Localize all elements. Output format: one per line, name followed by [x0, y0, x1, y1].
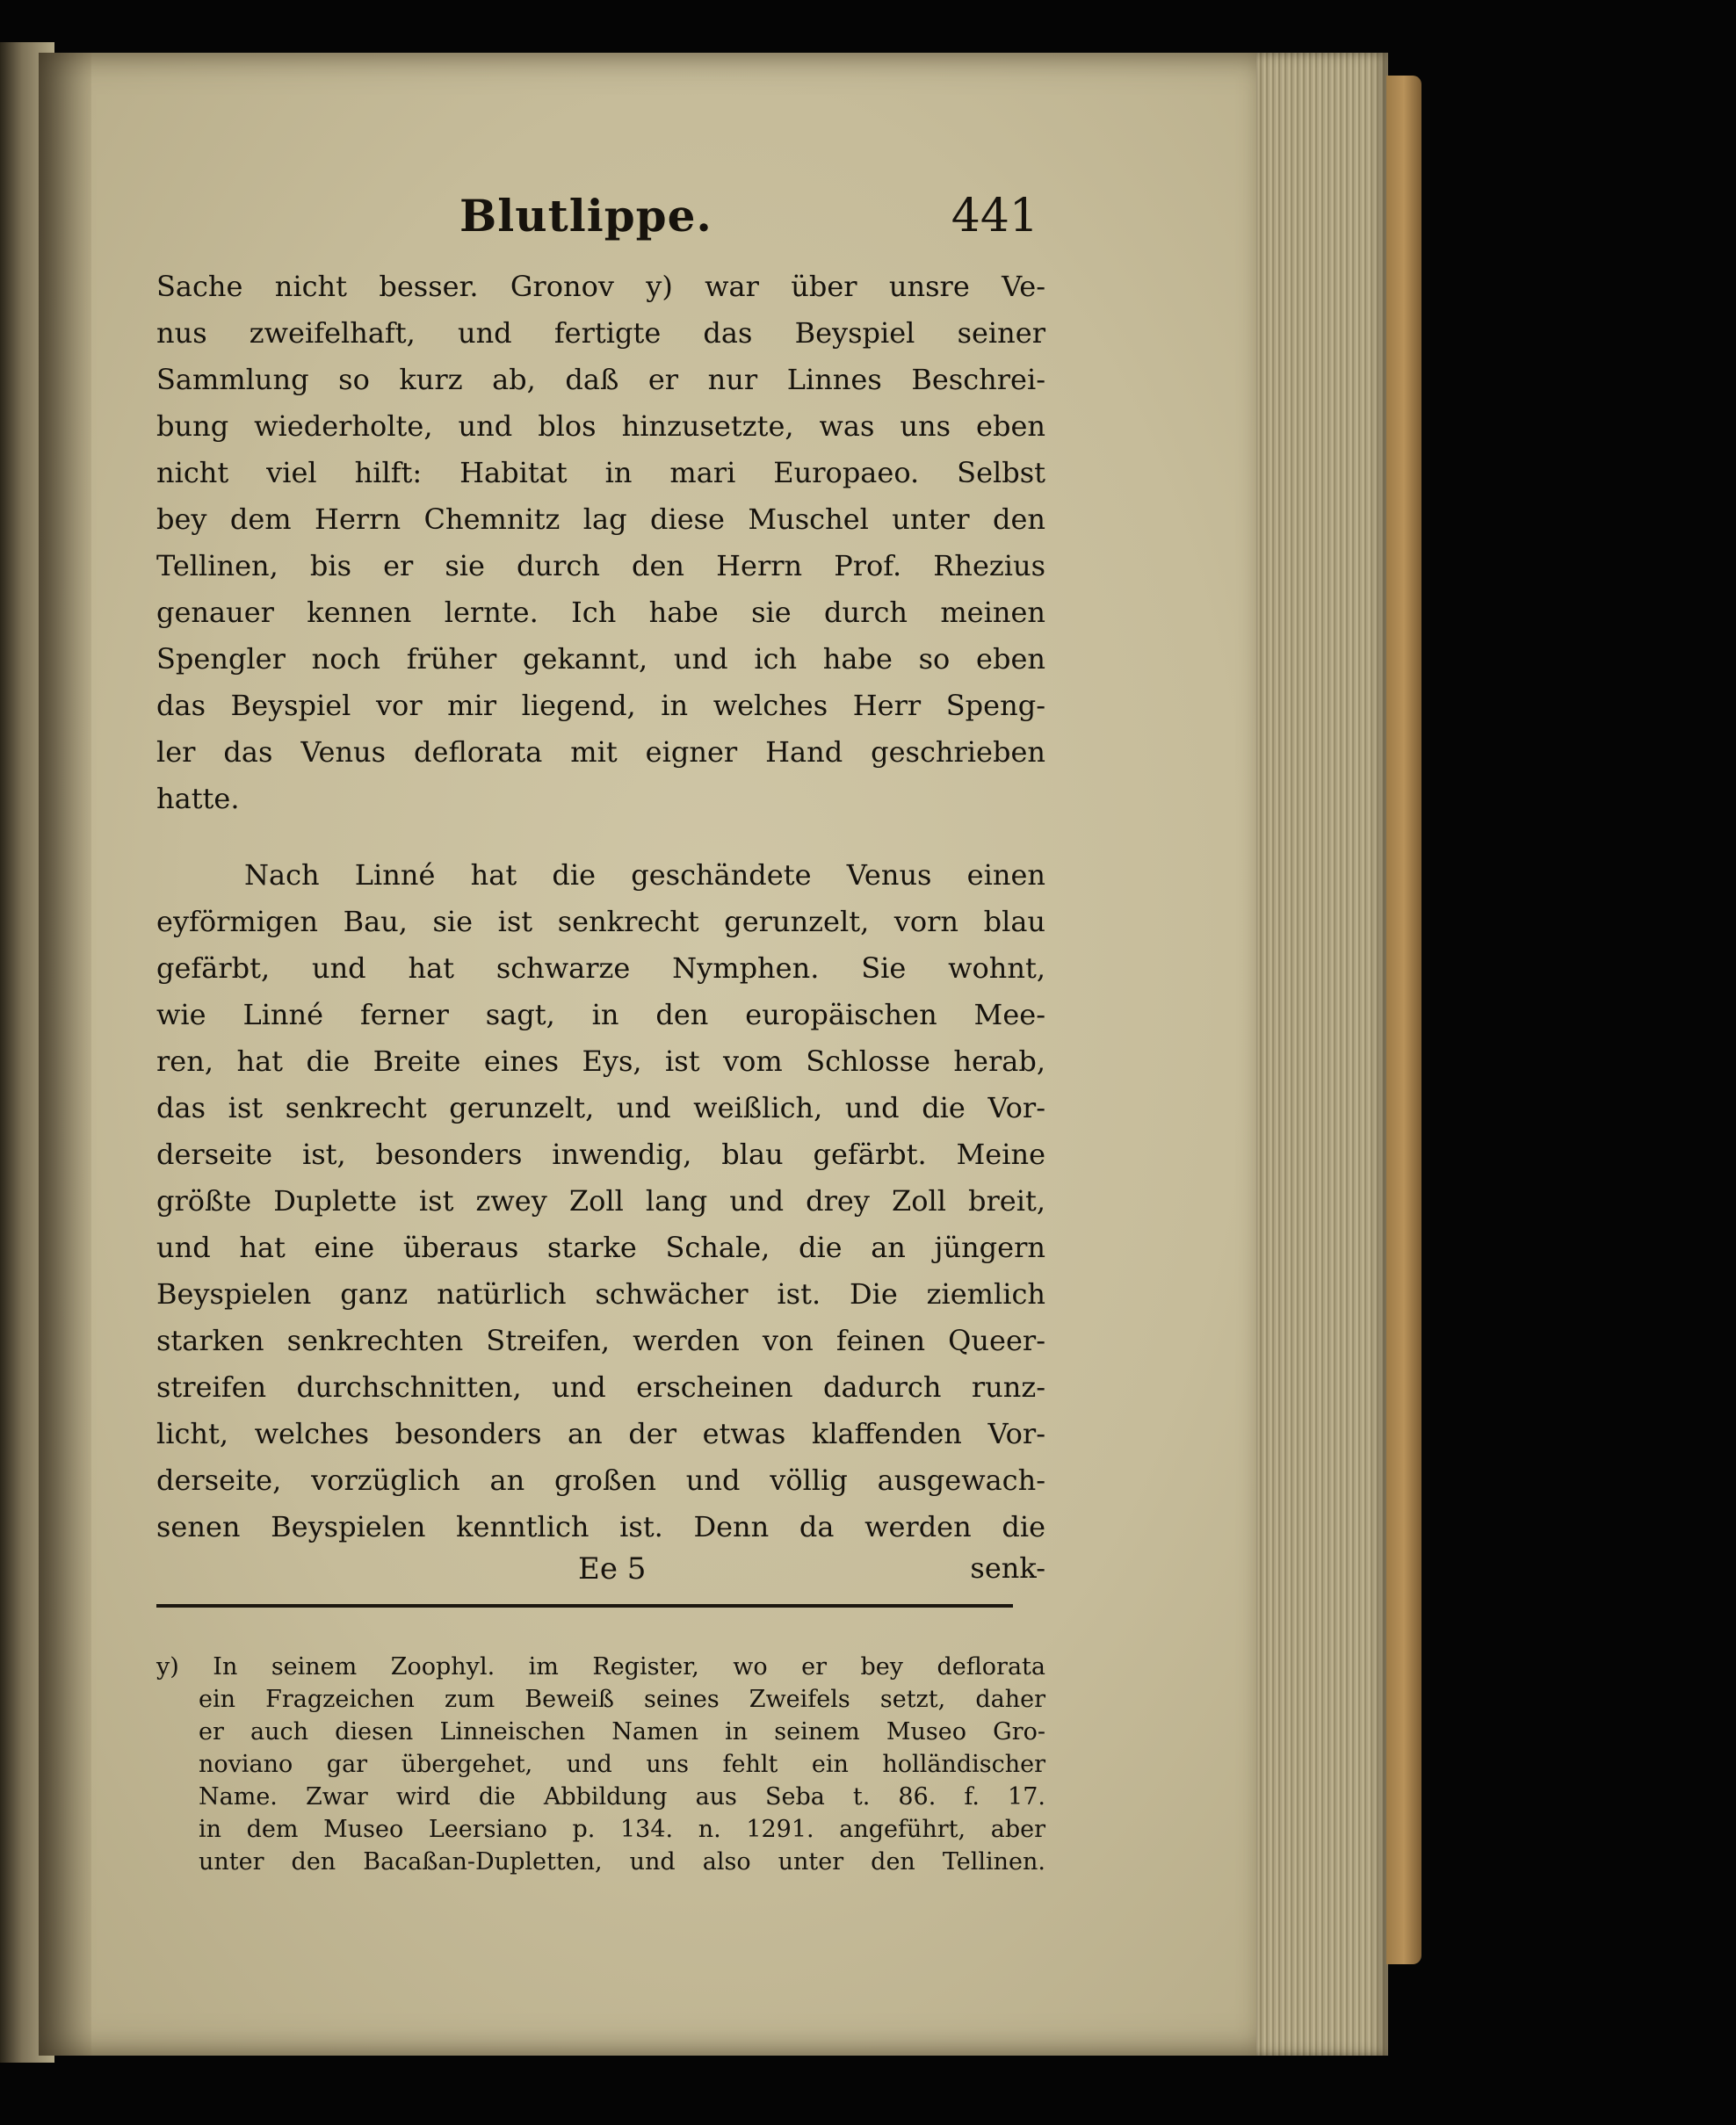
- text-line: wie Linné ferner sagt, in den europäischen Mee-: [156, 998, 1045, 1031]
- text-line: Sache nicht besser. Gronov y) war über unsre Ve-: [156, 270, 1045, 303]
- footnote-line: noviano gar übergehet, und uns fehlt ein holländischer: [199, 1751, 1045, 1778]
- text-line: Sammlung so kurz ab, daß er nur Linnes Beschrei-: [156, 363, 1045, 396]
- text-line: bey dem Herrn Chemnitz lag diese Muschel unter den: [156, 502, 1045, 536]
- footnote-rule: [156, 1604, 1013, 1608]
- text-line: senen Beyspielen kenntlich ist. Denn da werden die: [156, 1510, 1045, 1543]
- page-edges: [1256, 53, 1388, 2056]
- catchword: senk-: [970, 1551, 1045, 1585]
- text-line: und hat eine überaus starke Schale, die an jüngern: [156, 1231, 1045, 1264]
- text-line: größte Duplette ist zwey Zoll lang und drey Zoll breit,: [156, 1184, 1045, 1218]
- text-line: Nach Linné hat die geschändete Venus einen: [244, 858, 1045, 892]
- footnote-line: er auch diesen Linneischen Namen in seinem Museo Gro-: [199, 1718, 1045, 1746]
- page-gutter-shadow: [39, 53, 91, 2056]
- text-line: Spengler noch früher gekannt, und ich habe so eben: [156, 642, 1045, 676]
- text-line: gefärbt, und hat schwarze Nymphen. Sie wohnt,: [156, 951, 1045, 985]
- text-line: derseite ist, besonders inwendig, blau gefärbt. Meine: [156, 1138, 1045, 1171]
- text-line: das Beyspiel vor mir liegend, in welches Herr Speng-: [156, 689, 1045, 722]
- text-line: nus zweifelhaft, und fertigte das Beyspiel seiner: [156, 316, 1045, 350]
- book-cover-edge: [1386, 76, 1421, 1964]
- text-line: bung wiederholte, und blos hinzusetzte, was uns eben: [156, 409, 1045, 443]
- text-line: Tellinen, bis er sie durch den Herrn Prof. Rhezius: [156, 549, 1045, 582]
- text-line: licht, welches besonders an der etwas klaffenden Vor-: [156, 1417, 1045, 1450]
- text-line: derseite, vorzüglich an großen und völlig ausgewach-: [156, 1464, 1045, 1497]
- running-title: Blutlippe.: [459, 190, 712, 242]
- text-line: genauer kennen lernte. Ich habe sie durch meinen: [156, 596, 1045, 629]
- text-line: eyförmigen Bau, sie ist senkrecht gerunzelt, vorn blau: [156, 905, 1045, 938]
- text-line: Beyspielen ganz natürlich schwächer ist. Die ziemlich: [156, 1277, 1045, 1311]
- text-line: streifen durchschnitten, und erscheinen dadurch runz-: [156, 1370, 1045, 1404]
- footnote-line: ein Fragzeichen zum Beweiß seines Zweifels setzt, daher: [199, 1686, 1045, 1713]
- footnote-line: unter den Bacaßan-Dupletten, und also unter den Tellinen.: [199, 1848, 1045, 1876]
- text-line: starken senkrechten Streifen, werden von feinen Queer-: [156, 1324, 1045, 1357]
- text-line: das ist senkrecht gerunzelt, und weißlich, und die Vor-: [156, 1091, 1045, 1124]
- signature-line: [156, 1539, 1045, 1587]
- text-line: hatte.: [156, 782, 240, 815]
- page-number: 441: [951, 190, 1038, 242]
- text-line: ren, hat die Breite eines Eys, ist vom Schlosse herab,: [156, 1044, 1045, 1078]
- page-header: [156, 190, 1045, 251]
- footnote-line: in dem Museo Leersiano p. 134. n. 1291. angeführt, aber: [199, 1816, 1045, 1843]
- text-line: ler das Venus deflorata mit eigner Hand geschrieben: [156, 735, 1045, 769]
- signature-mark: Ee 5: [578, 1551, 647, 1587]
- footnote-line: Name. Zwar wird die Abbildung aus Seba t. 86. f. 17.: [199, 1783, 1045, 1811]
- footnote-line: y) In seinem Zoophyl. im Register, wo er bey deflorata: [156, 1653, 1045, 1680]
- text-line: nicht viel hilft: Habitat in mari Europaeo. Selbst: [156, 456, 1045, 489]
